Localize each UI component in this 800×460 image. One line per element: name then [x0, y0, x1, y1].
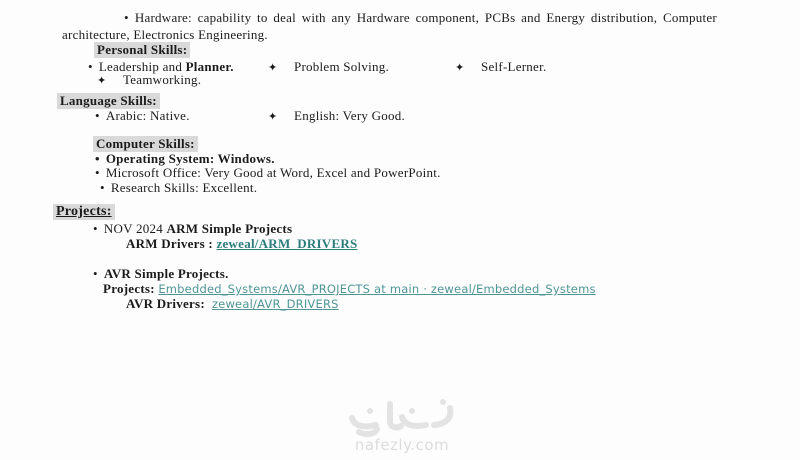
skill-text: Microsoft Office: Very Good at Word, Excel and PowerPoint.	[105, 165, 441, 180]
arm-drivers-label: ARM Drivers :	[126, 236, 213, 251]
project-avr-drivers-row	[126, 296, 339, 312]
bullet-icon: •	[93, 221, 98, 236]
personal-skills-heading: Personal Skills:	[94, 42, 190, 58]
personal-skill-item-problem-solving	[268, 59, 389, 75]
star-bullet-icon: ✦	[268, 62, 278, 74]
project-arm-drivers-row	[126, 236, 357, 252]
nafezly-arabic-logo-icon	[346, 398, 458, 438]
skill-text: Leadership and	[98, 59, 183, 74]
skill-text: Research Skills: Excellent.	[110, 180, 258, 195]
star-bullet-icon: ✦	[97, 75, 107, 87]
hardware-skill-paragraph	[62, 10, 717, 43]
hardware-skill-text: Hardware: capability to deal with any Hardware component, PCBs and Energy distribution, Computer architecture, Electronics Engineering.	[62, 10, 717, 42]
skill-text-bold: Planner.	[185, 59, 234, 74]
avr-drivers-label: AVR Drivers:	[126, 296, 205, 311]
star-bullet-icon: ✦	[455, 62, 465, 74]
star-bullet-icon: ✦	[268, 111, 278, 123]
watermark-domain-text: nafezly.com	[354, 436, 450, 454]
language-skills-heading: Language Skills:	[57, 93, 160, 109]
projects-heading: Projects:	[53, 204, 115, 220]
language-skill-item-arabic	[95, 108, 190, 124]
computer-skill-item-office	[95, 165, 441, 181]
project-title: AVR Simple Projects.	[103, 266, 229, 281]
skill-text: Arabic: Native.	[105, 108, 190, 123]
bullet-icon: •	[100, 180, 105, 195]
project-date: NOV 2024	[103, 221, 163, 236]
personal-skill-item-self-lerner	[455, 59, 546, 75]
bullet-icon: •	[93, 266, 98, 281]
computer-skill-item-research	[100, 180, 257, 196]
skill-text: Teamworking.	[123, 72, 202, 87]
avr-projects-link[interactable]: Embedded_Systems/AVR_PROJECTS at main · zeweal/Embedded_Systems	[158, 282, 596, 296]
language-skill-item-english	[268, 108, 405, 124]
personal-skill-item-teamworking	[97, 72, 201, 88]
bullet-icon: •	[88, 59, 93, 74]
bullet-icon: •	[95, 165, 100, 180]
bullet-icon: •	[95, 151, 100, 166]
bullet-icon: •	[95, 108, 100, 123]
computer-skills-heading: Computer Skills:	[93, 136, 198, 152]
skill-text: Problem Solving.	[294, 59, 390, 74]
project-item-arm	[93, 221, 292, 237]
skill-text: Self-Lerner.	[481, 59, 547, 74]
project-avr-projects-row	[103, 281, 596, 297]
avr-drivers-link[interactable]: zeweal/AVR_DRIVERS	[211, 297, 339, 311]
nafezly-watermark	[332, 398, 472, 454]
avr-projects-label: Projects:	[103, 281, 155, 296]
arm-drivers-link[interactable]: zeweal/ARM_DRIVERS	[216, 236, 358, 251]
project-title: ARM Simple Projects	[166, 221, 293, 236]
skill-text: English: Very Good.	[294, 108, 406, 123]
bullet-icon: •	[124, 10, 129, 25]
project-item-avr	[93, 266, 229, 282]
skill-text: Operating System: Windows.	[105, 151, 275, 166]
